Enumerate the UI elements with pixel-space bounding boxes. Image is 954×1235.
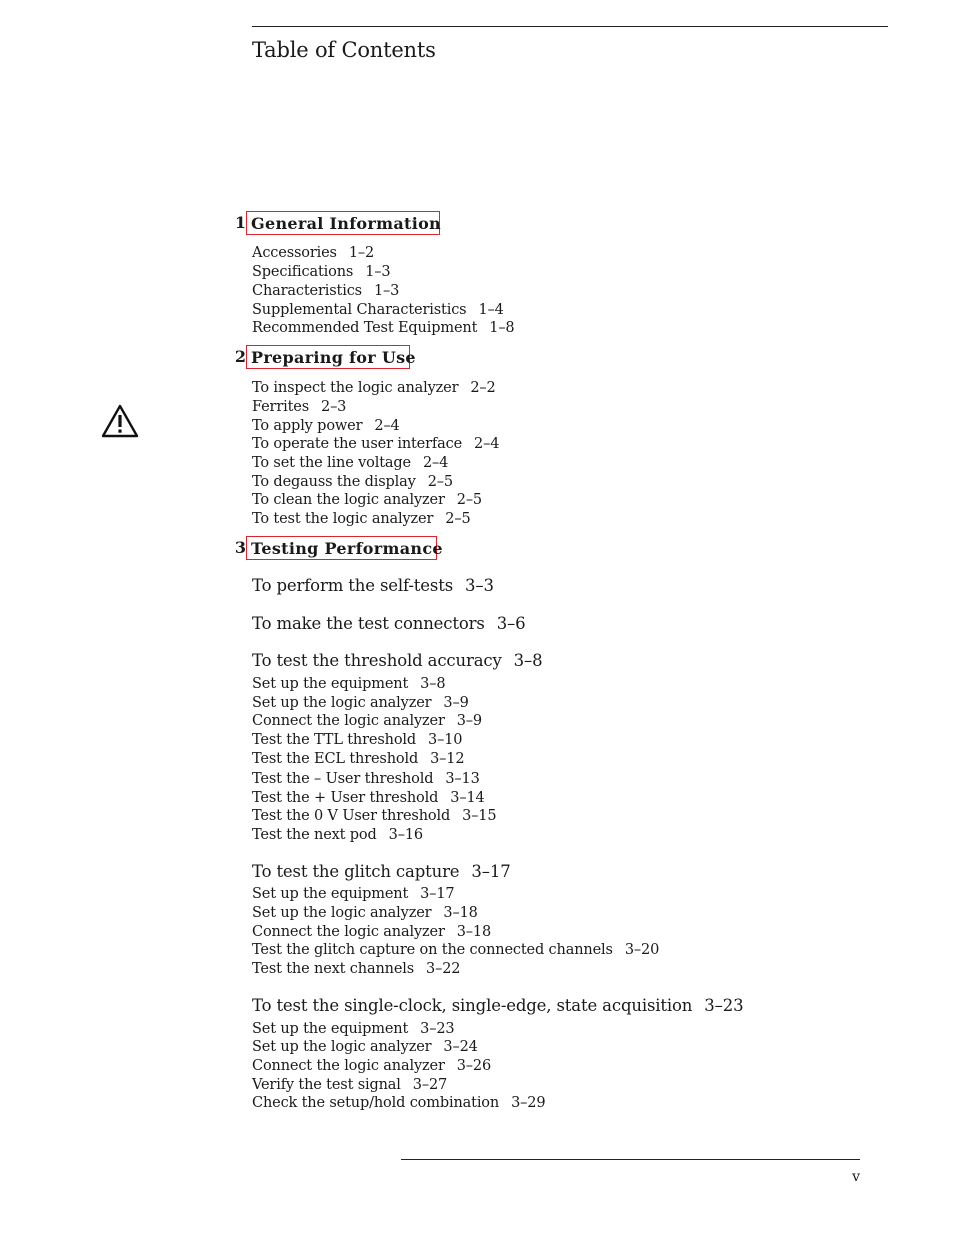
toc-entry[interactable]: To set the line voltage 2–4 xyxy=(252,455,449,471)
toc-entry[interactable]: Test the + User threshold 3–14 xyxy=(252,790,485,806)
chapter-number: 1 xyxy=(234,213,246,232)
toc-entry[interactable]: Connect the logic analyzer 3–18 xyxy=(252,924,492,940)
toc-entry[interactable]: Accessories 1–2 xyxy=(252,245,375,261)
toc-entry[interactable]: Set up the equipment 3–23 xyxy=(252,1021,455,1037)
toc-entry[interactable]: Test the ECL threshold 3–12 xyxy=(252,751,465,767)
toc-entry[interactable]: Check the setup/hold combination 3–29 xyxy=(252,1095,546,1111)
toc-entry[interactable]: Test the next channels 3–22 xyxy=(252,961,461,977)
toc-entry[interactable]: Recommended Test Equipment 1–8 xyxy=(252,320,515,336)
toc-entry[interactable]: To inspect the logic analyzer 2–2 xyxy=(252,380,496,396)
chapter-title-link[interactable]: Testing Performance xyxy=(246,536,437,560)
toc-entry[interactable]: Ferrites 2–3 xyxy=(252,399,347,415)
toc-entry[interactable]: To test the logic analyzer 2–5 xyxy=(252,511,471,527)
toc-entry[interactable]: Set up the logic analyzer 3–9 xyxy=(252,695,469,711)
toc-section[interactable]: To make the test connectors 3–6 xyxy=(252,614,526,633)
page-title: Table of Contents xyxy=(252,38,436,62)
toc-entry[interactable]: Test the 0 V User threshold 3–15 xyxy=(252,808,497,824)
toc-entry[interactable]: To operate the user interface 2–4 xyxy=(252,436,500,452)
toc-entry[interactable]: Test the TTL threshold 3–10 xyxy=(252,732,463,748)
chapter-number: 3 xyxy=(234,538,246,557)
toc-entry[interactable]: Specifications 1–3 xyxy=(252,264,391,280)
toc-entry[interactable]: Set up the equipment 3–8 xyxy=(252,676,446,692)
toc-entry[interactable]: Characteristics 1–3 xyxy=(252,283,400,299)
bottom-rule xyxy=(401,1159,860,1160)
toc-entry[interactable]: Set up the logic analyzer 3–24 xyxy=(252,1039,478,1055)
toc-entry[interactable]: To clean the logic analyzer 2–5 xyxy=(252,492,483,508)
toc-entry[interactable]: Connect the logic analyzer 3–26 xyxy=(252,1058,492,1074)
toc-entry[interactable]: To degauss the display 2–5 xyxy=(252,474,453,490)
toc-entry[interactable]: Supplemental Characteristics 1–4 xyxy=(252,302,504,318)
toc-entry[interactable]: Connect the logic analyzer 3–9 xyxy=(252,713,482,729)
toc-section[interactable]: To test the threshold accuracy 3–8 xyxy=(252,651,543,670)
chapter-title-link[interactable]: General Information xyxy=(246,211,440,235)
page-number: v xyxy=(852,1169,860,1185)
toc-entry[interactable]: Verify the test signal 3–27 xyxy=(252,1077,448,1093)
toc-entry[interactable]: Set up the logic analyzer 3–18 xyxy=(252,905,478,921)
warning-triangle-icon xyxy=(101,404,139,438)
toc-entry[interactable]: Test the – User threshold 3–13 xyxy=(252,771,480,787)
top-rule xyxy=(252,26,888,27)
toc-entry[interactable]: Set up the equipment 3–17 xyxy=(252,886,455,902)
toc-section[interactable]: To test the glitch capture 3–17 xyxy=(252,862,511,881)
chapter-number: 2 xyxy=(234,347,246,366)
toc-entry[interactable]: Test the glitch capture on the connected channels 3–20 xyxy=(252,942,660,958)
chapter-title-link[interactable]: Preparing for Use xyxy=(246,345,410,369)
toc-entry[interactable]: Test the next pod 3–16 xyxy=(252,827,423,843)
toc-section[interactable]: To test the single-clock, single-edge, state acquisition 3–23 xyxy=(252,996,744,1015)
toc-entry[interactable]: To apply power 2–4 xyxy=(252,418,400,434)
toc-section[interactable]: To perform the self-tests 3–3 xyxy=(252,576,494,595)
